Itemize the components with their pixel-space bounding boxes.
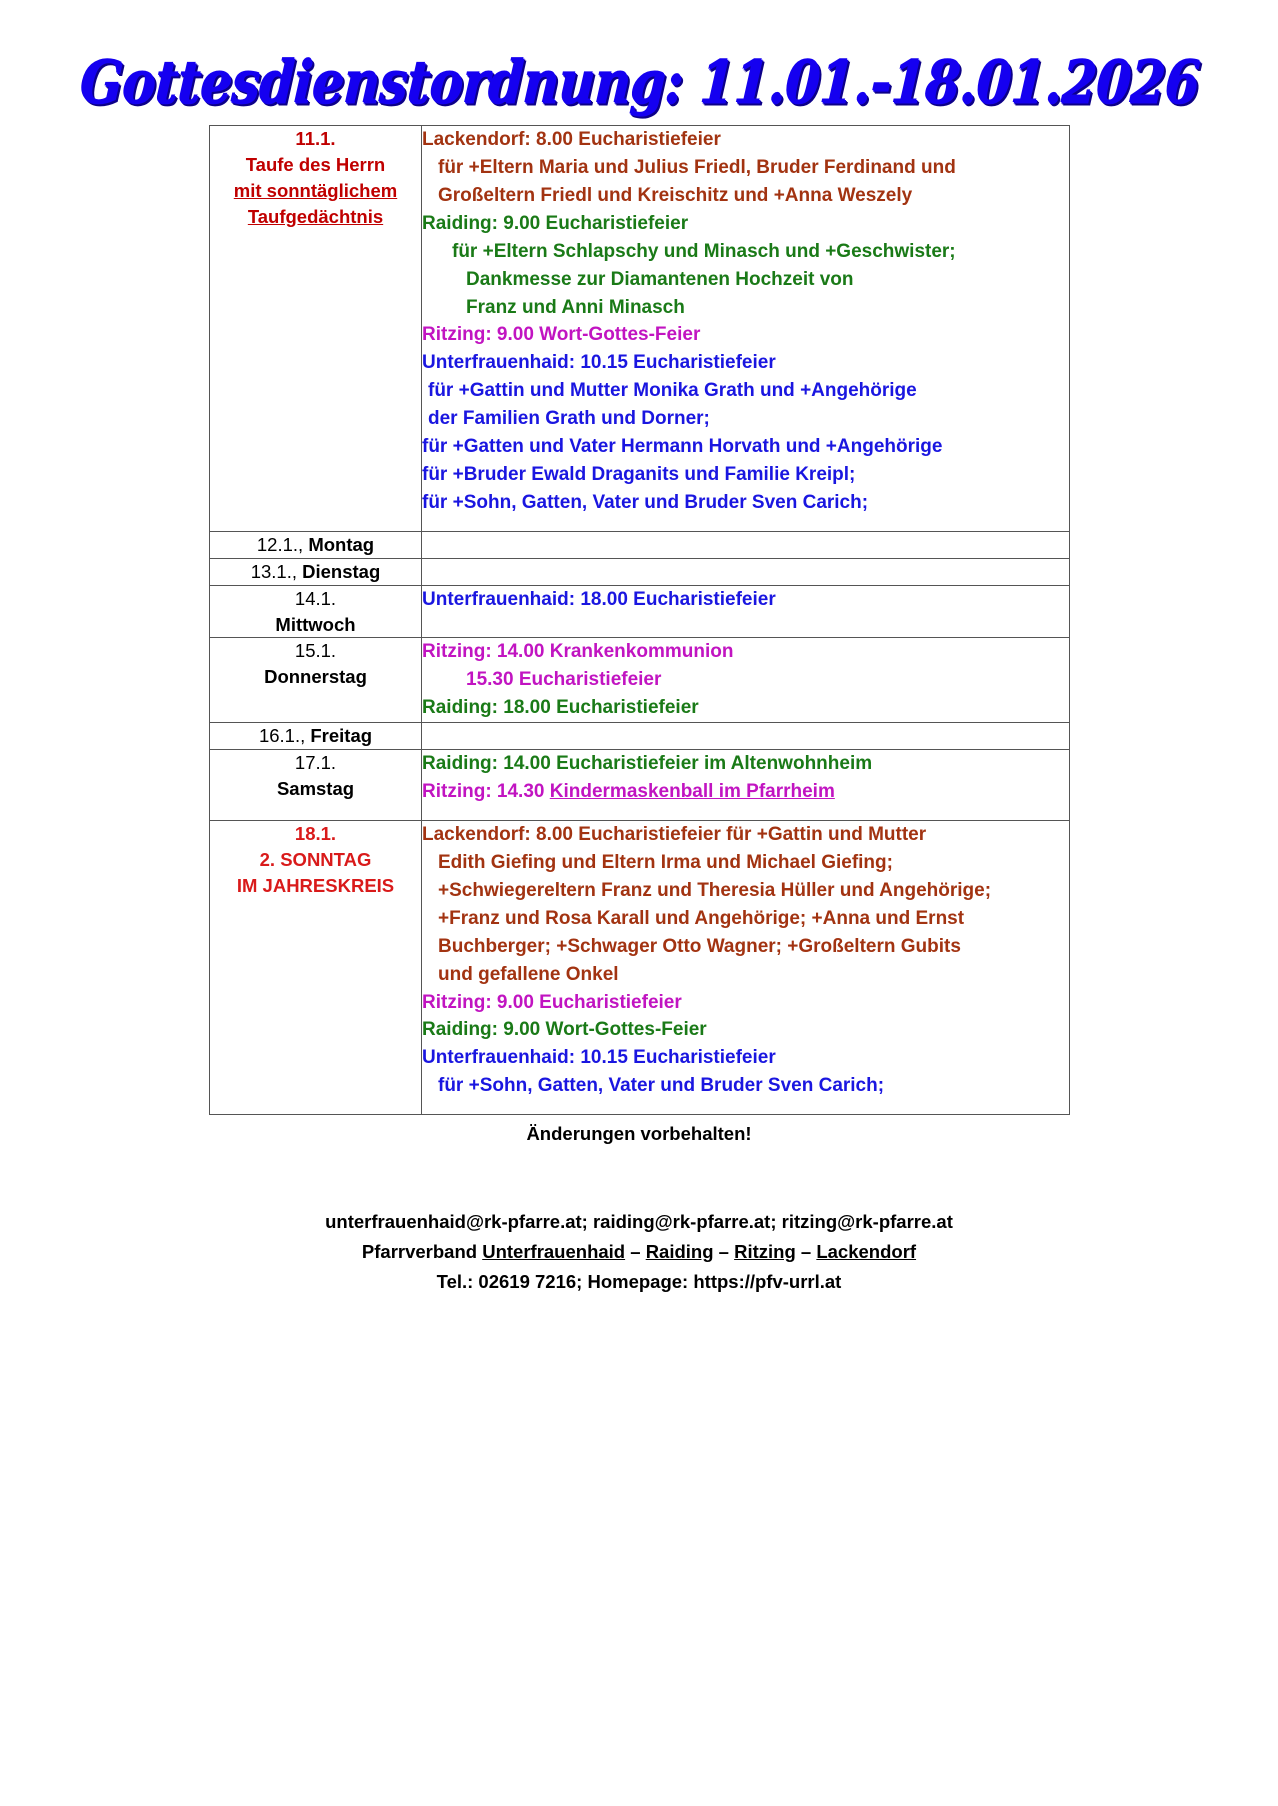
- service-entry: Franz und Anni Minasch: [466, 296, 685, 318]
- service-entry: für +Eltern Maria und Julius Friedl, Bruder Ferdinand und: [438, 156, 956, 178]
- service-entry: Ritzing: 14.00 Krankenkommunion: [422, 641, 734, 663]
- day-label: IM JAHRESKREIS: [236, 874, 395, 896]
- parish-name: Ritzing: [734, 1241, 796, 1263]
- schedule-row: [210, 638, 1070, 723]
- day-label: 16.1., Freitag: [258, 725, 373, 747]
- service-entry: Ritzing: 9.00 Eucharistiefeier: [422, 991, 682, 1013]
- schedule-row: [210, 820, 1070, 1114]
- schedule-row: [210, 723, 1070, 750]
- day-label: Donnerstag: [264, 666, 367, 688]
- service-entry: Edith Giefing und Eltern Irma und Michael Giefing;: [438, 851, 893, 873]
- service-entry: Ritzing: 14.30 Kindermaskenball im Pfarrheim: [422, 781, 835, 803]
- service-entry: für +Bruder Ewald Draganits und Familie Kreipl;: [422, 464, 856, 486]
- service-entry: +Franz und Rosa Karall und Angehörige; +Anna und Ernst: [438, 907, 965, 929]
- service-entry: Unterfrauenhaid: 18.00 Eucharistiefeier: [422, 588, 776, 610]
- parish-name: Raiding: [645, 1241, 714, 1263]
- contact-association: Pfarrverband Unterfrauenhaid – Raiding – Ritzing – Lackendorf: [361, 1241, 917, 1263]
- service-entry: Raiding: 18.00 Eucharistiefeier: [422, 697, 699, 719]
- cell-spacer: [422, 1100, 1069, 1114]
- day-label: 14.1.: [294, 587, 337, 609]
- parish-name: Lackendorf: [816, 1241, 917, 1263]
- events-cell: [422, 126, 1070, 532]
- page-header: [0, 0, 1278, 125]
- day-label: 15.1.: [294, 640, 337, 662]
- schedule-row: [210, 531, 1070, 558]
- events-cell: [422, 638, 1070, 723]
- day-label: 11.1.: [295, 128, 336, 149]
- events-cell: [422, 820, 1070, 1114]
- service-entry: für +Gatten und Vater Hermann Horvath und +Angehörige: [422, 436, 943, 458]
- contact-block: [209, 1207, 1069, 1297]
- service-entry: der Familien Grath und Dorner;: [428, 408, 710, 430]
- service-entry: Unterfrauenhaid: 10.15 Eucharistiefeier: [422, 352, 776, 374]
- day-label: Samstag: [276, 778, 355, 800]
- service-entry: für +Sohn, Gatten, Vater und Bruder Sven Carich;: [422, 491, 869, 513]
- day-cell: [210, 820, 422, 1114]
- service-entry: Lackendorf: 8.00 Eucharistiefeier für +Gattin und Mutter: [422, 823, 927, 845]
- service-entry: für +Gattin und Mutter Monika Grath und +Angehörige: [428, 380, 917, 402]
- day-cell: [210, 558, 422, 585]
- day-label: 2. SONNTAG: [259, 848, 372, 870]
- service-entry: für +Sohn, Gatten, Vater und Bruder Sven Carich;: [438, 1075, 885, 1097]
- service-entry: und gefallene Onkel: [438, 963, 619, 985]
- service-entry: Raiding: 14.00 Eucharistiefeier im Altenwohnheim: [422, 753, 873, 775]
- schedule-row: [210, 126, 1070, 532]
- events-cell: [422, 750, 1070, 821]
- day-cell: [210, 638, 422, 723]
- service-entry: 15.30 Eucharistiefeier: [466, 669, 662, 691]
- day-cell: [210, 126, 422, 532]
- day-label: 12.1., Montag: [256, 533, 375, 555]
- schedule-sheet: [209, 125, 1069, 1297]
- day-label: 13.1., Dienstag: [250, 560, 381, 582]
- day-cell: [210, 531, 422, 558]
- day-label: mit sonntäglichem: [233, 179, 398, 201]
- weekday-name: Freitag: [310, 725, 373, 747]
- service-entry: Raiding: 9.00 Wort-Gottes-Feier: [422, 1019, 707, 1041]
- cell-spacer: [422, 517, 1069, 531]
- events-cell: [422, 531, 1070, 558]
- service-entry: Raiding: 9.00 Eucharistiefeier: [422, 212, 689, 234]
- day-label: 18.1.: [294, 822, 337, 844]
- day-cell: [210, 723, 422, 750]
- weekday-name: Dienstag: [302, 560, 381, 582]
- schedule-table: [209, 125, 1070, 1115]
- service-entry: Unterfrauenhaid: 10.15 Eucharistiefeier: [422, 1047, 776, 1069]
- page-title: Gottesdienstordnung: 11.01.-18.01.2026: [77, 46, 1201, 117]
- day-label: Mittwoch: [275, 613, 356, 635]
- schedule-table-body: [210, 126, 1070, 1115]
- schedule-row: [210, 585, 1070, 638]
- cell-spacer: [422, 806, 1069, 820]
- day-cell: [210, 585, 422, 638]
- service-entry: +Schwiegereltern Franz und Theresia Hüller und Angehörige;: [438, 879, 992, 901]
- weekday-name: Montag: [308, 533, 375, 555]
- contact-emails: unterfrauenhaid@rk-pfarre.at; raiding@rk-pfarre.at; ritzing@rk-pfarre.at: [325, 1211, 953, 1233]
- service-entry: Ritzing: 9.00 Wort-Gottes-Feier: [422, 324, 701, 346]
- events-cell: [422, 585, 1070, 638]
- day-label: Taufgedächtnis: [247, 205, 384, 227]
- contact-phone-homepage: Tel.: 02619 7216; Homepage: https://pfv-urrl.at: [436, 1271, 842, 1293]
- day-cell: [210, 750, 422, 821]
- service-entry: Buchberger; +Schwager Otto Wagner; +Großeltern Gubits: [438, 935, 961, 957]
- schedule-row: [210, 750, 1070, 821]
- service-entry: Lackendorf: 8.00 Eucharistiefeier: [422, 129, 721, 150]
- parish-name: Unterfrauenhaid: [482, 1241, 626, 1263]
- events-cell: [422, 723, 1070, 750]
- events-cell: [422, 558, 1070, 585]
- changes-note: Änderungen vorbehalten!: [526, 1123, 752, 1145]
- service-entry: für +Eltern Schlapschy und Minasch und +Geschwister;: [452, 240, 956, 262]
- day-label: Taufe des Herrn: [245, 153, 386, 175]
- day-label: 17.1.: [294, 752, 337, 774]
- service-entry: Großeltern Friedl und Kreischitz und +Anna Weszely: [438, 184, 913, 206]
- service-entry: Dankmesse zur Diamantenen Hochzeit von: [466, 268, 854, 290]
- service-entry-highlight: Kindermaskenball im Pfarrheim: [549, 781, 835, 803]
- schedule-row: [210, 558, 1070, 585]
